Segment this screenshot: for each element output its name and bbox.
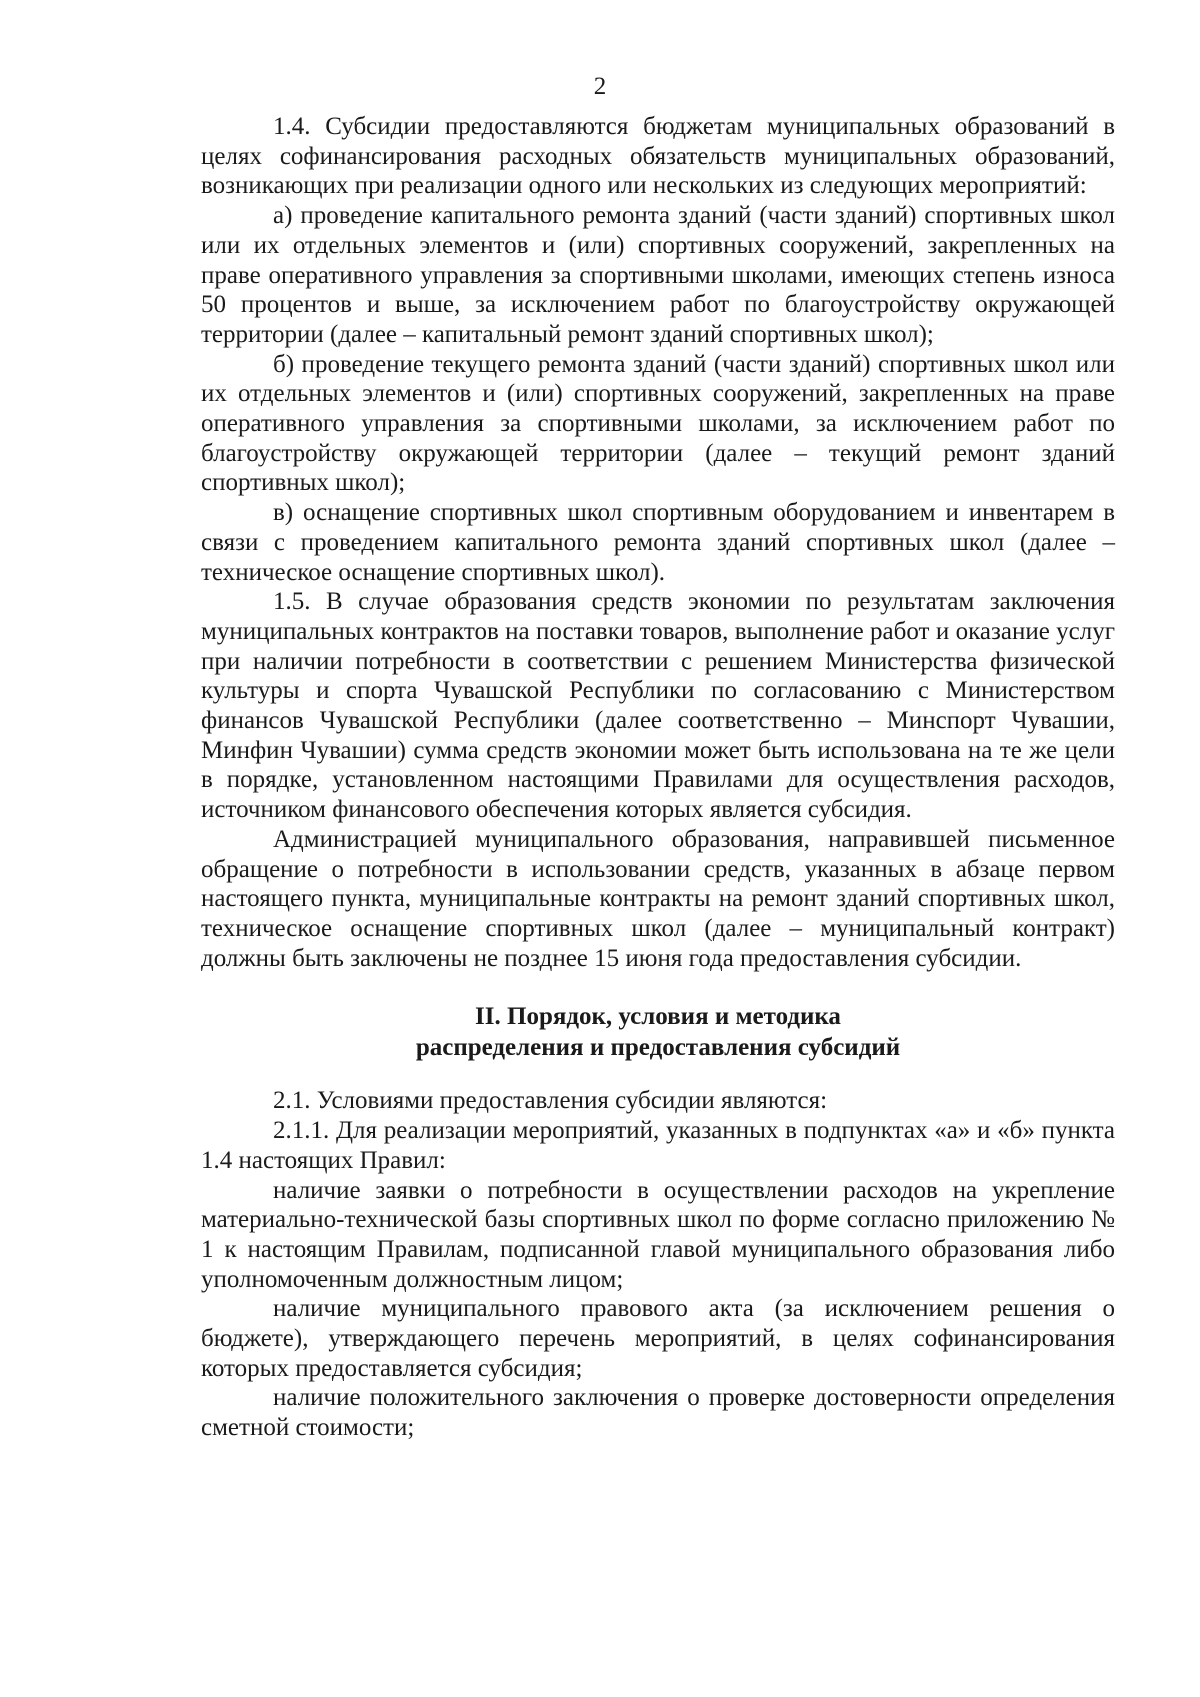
paragraph-1-5-second: Администрацией муниципального образования, направившей письменное обращение о потребности в использовании средств, указанных в абзаце первом настоящего пункта, муниципальные контракты на ремонт зданий спортивных школ, техническое оснащение спортивных школ (далее – муниципальный контракт) должны быть заключены не позднее 15 июня года предоставления субсидии. — [201, 825, 1115, 972]
paragraph-condition-estimate: наличие положительного заключения о проверке достоверности определения сметной стоимости; — [201, 1384, 1115, 1442]
page-number: 2 — [593, 73, 607, 100]
paragraph-1-4-a: а) проведение капитального ремонта зданий (части зданий) спортивных школ или их отдельных элементов и (или) спортивных сооружений, закрепленных на праве оперативного управления за спортивными школами, имеющих степень износа 50 процентов и выше, за исключением работ по благоустройству окружающей территории (далее – капитальный ремонт зданий спортивных школ); — [201, 202, 1115, 348]
paragraph-2-1-1: 2.1.1. Для реализации мероприятий, указанных в подпунктах «а» и «б» пункта 1.4 настоящих Правил: — [201, 1117, 1115, 1174]
paragraph-1-4-v: в) оснащение спортивных школ спортивным оборудованием и инвентарем в связи с проведением капитального ремонта зданий спортивных школ (далее – техническое оснащение спортивных школ). — [201, 499, 1115, 586]
section-heading-line-2: распределения и предоставления субсидий — [415, 1034, 901, 1062]
paragraph-1-5: 1.5. В случае образования средств экономии по результатам заключения муниципальных контрактов на поставки товаров, выполнение работ и оказание услуг при наличии потребности в соответствии с решением Министерства физической культуры и спорта Чувашской Республики по согласованию с Министерством финансов Чувашской Республики (далее соответственно – Минспорт Чувашии, Минфин Чувашии) сумма средств экономии может быть использована на те же цели в порядке, установленном настоящими Правилами для осуществления расходов, источником финансового обеспечения которых является субсидия. — [201, 588, 1115, 824]
section-heading-line-1: II. Порядок, условия и методика — [475, 1003, 841, 1031]
paragraph-condition-legal-act: наличие муниципального правового акта (за исключением решения о бюджете), утверждающего перечень мероприятий, в целях софинансирования которых предоставляется субсидия; — [201, 1295, 1115, 1382]
paragraph-condition-application: наличие заявки о потребности в осуществлении расходов на укрепление материально-технической базы спортивных школ по форме согласно приложению № 1 к настоящим Правилам, подписанной главой муниципального образования либо уполномоченным должностным лицом; — [201, 1176, 1115, 1293]
paragraph-1-4-b: б) проведение текущего ремонта зданий (части зданий) спортивных школ или их отдельных элементов и (или) спортивных сооружений, закрепленных на праве оперативного управления за спортивными школами, за исключением работ по благоустройству окружающей территории (далее – текущий ремонт зданий спортивных школ); — [201, 350, 1115, 497]
paragraph-2-1: 2.1. Условиями предоставления субсидии являются: — [273, 1087, 828, 1115]
paragraph-1-4: 1.4. Субсидии предоставляются бюджетам муниципальных образований в целях софинансирования расходных обязательств муниципальных образований, возникающих при реализации одного или нескольких из следующих мероприятий: — [201, 113, 1115, 200]
section-heading — [201, 1001, 1115, 1063]
document-body — [201, 112, 1115, 1443]
